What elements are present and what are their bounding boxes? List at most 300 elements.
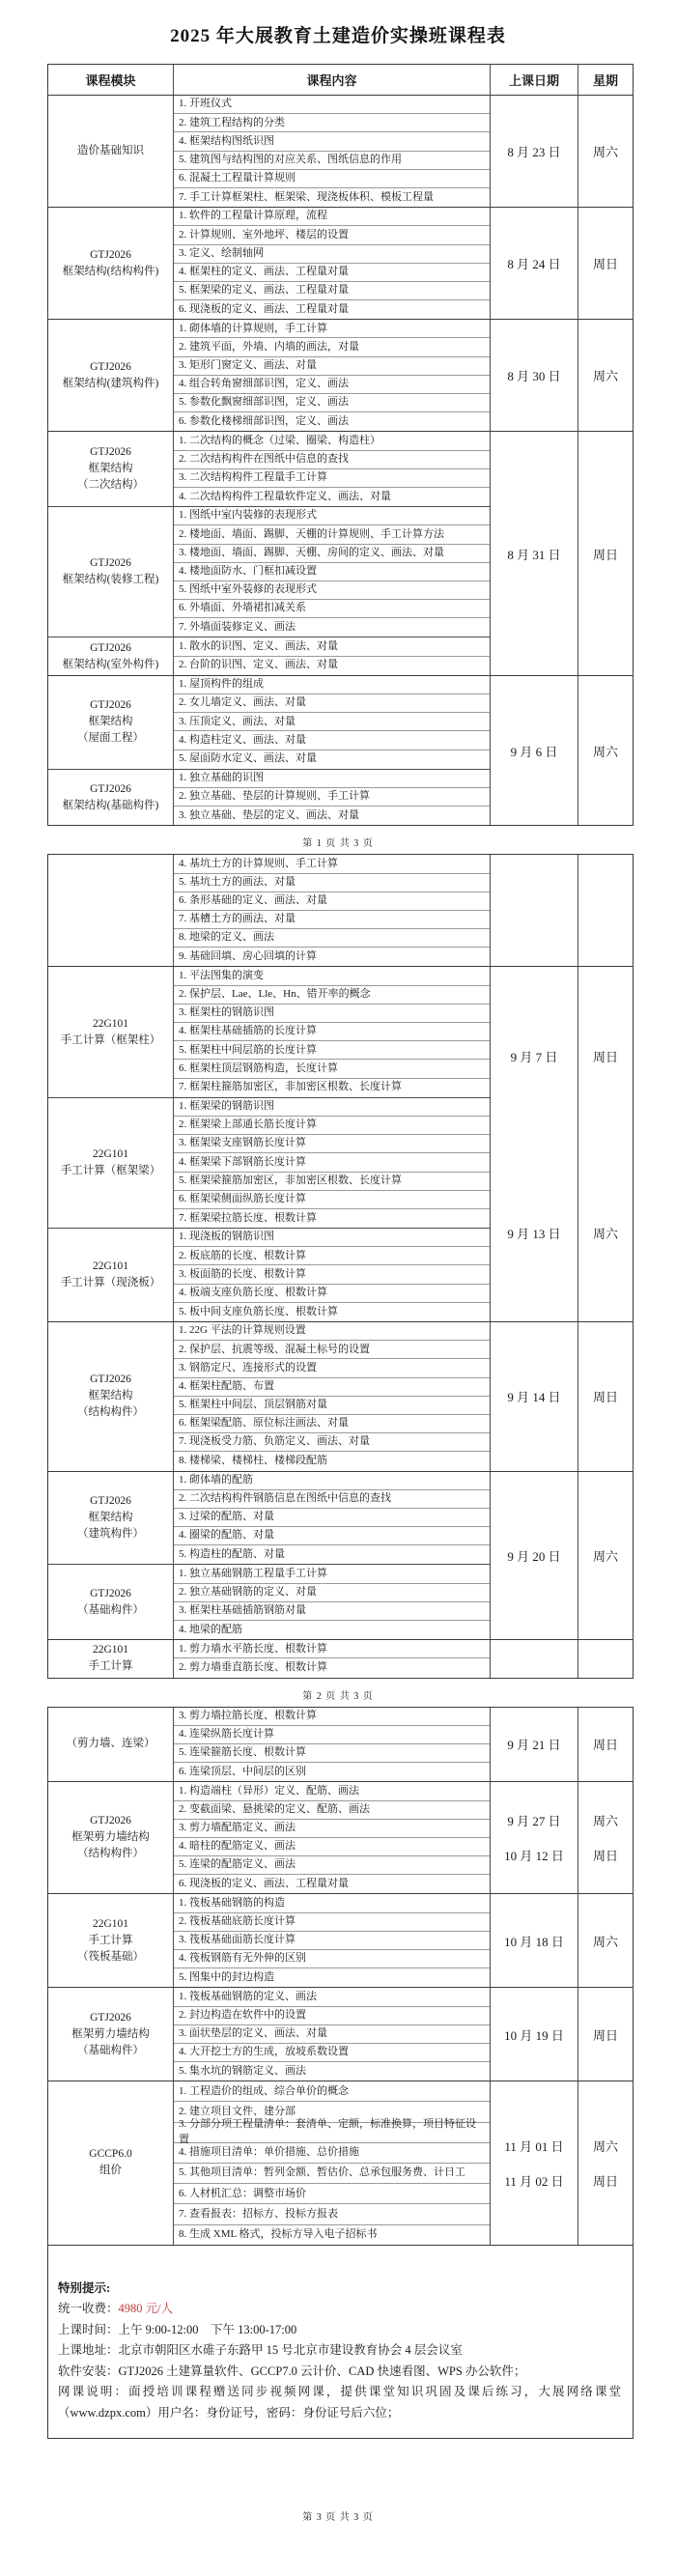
course-item: 2. 框架梁上部通长筋长度计算 [174, 1117, 490, 1135]
module-label: 框架结构(基础构件) [62, 799, 159, 811]
notes-line: 上课地址：北京市朝阳区水碓子东路甲 15 号北京市建设教育协会 4 层会议室 [58, 2343, 463, 2358]
course-item: 2. 女儿墙定义、画法、对量 [174, 694, 490, 713]
course-item: 1. 独立基础钢筋工程量手工计算 [174, 1565, 490, 1583]
module-label: GTJ2026 [90, 2011, 131, 2024]
module-cell [48, 855, 174, 966]
course-items [174, 1988, 490, 2081]
module-label: 框架结构 [88, 1390, 133, 1402]
schedule-band [48, 432, 633, 675]
module-cell [48, 96, 174, 207]
schedule-band [48, 320, 633, 432]
course-item: 5. 屋面防水定义、画法、对量 [179, 752, 317, 765]
course-item: 7. 框架柱箍筋加密区，非加密区根数、长度计算 [179, 1081, 402, 1093]
course-item: 5. 板中间支座负筋长度、根数计算 [179, 1305, 338, 1317]
module-label: （二次结构） [77, 479, 144, 492]
class-weekday: 周六 [592, 1814, 618, 1829]
class-weekday: 周日 [592, 2173, 618, 2189]
course-item: 3. 剪力墙配筋定义、画法 [174, 1820, 490, 1838]
header-cell-week: 星期 [577, 65, 633, 95]
date-cell [490, 1322, 577, 1471]
module-group [48, 1640, 490, 1677]
schedule-band [48, 967, 633, 1322]
week-cell [577, 432, 633, 674]
notes-heading [58, 2279, 621, 2300]
module-cell [48, 1782, 174, 1893]
band-content [48, 855, 490, 966]
course-item: 3. 框架柱基础插筋钢筋对量 [174, 1602, 490, 1621]
course-items [174, 855, 490, 966]
course-items [174, 208, 490, 319]
course-item: 1. 二次结构的概念（过梁、圈梁、构造柱） [174, 432, 490, 450]
course-item: 7. 框架梁拉筋长度、根数计算 [179, 1211, 317, 1224]
course-item: 4. 框架柱配筋、布置 [174, 1378, 490, 1397]
module-label: 手工计算 [88, 1934, 133, 1946]
module-cell [48, 320, 174, 431]
module-label: GTJ2026 [90, 557, 131, 570]
module-label: 框架剪力墙结构 [71, 2027, 150, 2040]
course-item: 2. 变截面梁、悬挑梁的定义、配筋、画法 [174, 1801, 490, 1820]
class-date: 9 月 20 日 [507, 1548, 561, 1564]
header-cell-module: 课程模块 [48, 65, 174, 95]
module-cell [48, 1988, 174, 2081]
class-weekday: 周日 [592, 1049, 618, 1064]
course-item: 7. 查看报表：招标方、投标方报表 [174, 2204, 490, 2224]
page-title: 2025 年大展教育土建造价实操班课程表 [170, 26, 506, 46]
course-item: 4. 圈梁的配筋、对量 [174, 1527, 490, 1545]
schedule-table-page-2 [47, 854, 634, 1678]
class-date: 8 月 24 日 [507, 257, 561, 272]
course-item: 5. 连梁的配筋定义、画法 [174, 1856, 490, 1875]
course-item: 3. 框架梁支座钢筋长度计算 [174, 1135, 490, 1153]
schedule-band [48, 1988, 633, 2081]
module-label: GTJ2026 [90, 782, 131, 795]
course-item: 9. 基础回填、房心回填的计算 [179, 950, 317, 963]
module-cell [48, 1472, 174, 1565]
class-date: 10 月 12 日 [504, 1849, 564, 1864]
course-items [174, 2081, 490, 2244]
module-label: GTJ2026 [90, 360, 131, 373]
module-cell [48, 2081, 174, 2244]
module-cell [48, 967, 174, 1096]
class-date: 8 月 31 日 [507, 547, 561, 562]
course-item: 7. 现浇板受力筋、负筋定义、画法、对量 [174, 1433, 490, 1452]
class-weekday: 周日 [592, 1390, 618, 1405]
module-label: 22G101 [92, 1017, 129, 1030]
course-item: 2. 筏板基础底筋长度计算 [174, 1913, 490, 1932]
module-group [48, 96, 490, 207]
course-item: 1. 剪力墙水平筋长度、根数计算 [174, 1640, 490, 1658]
module-label: 手工计算（现浇板） [60, 1277, 161, 1289]
module-group [48, 676, 490, 770]
course-item: 4. 框架柱基础插筋的长度计算 [174, 1023, 490, 1041]
module-cell [48, 432, 174, 506]
course-item: 3. 过梁的配筋、对量 [174, 1509, 490, 1527]
course-item: 4. 筏板钢筋有无外伸的区别 [174, 1950, 490, 1968]
date-cell [490, 2081, 577, 2244]
fee-line [58, 2299, 621, 2320]
course-item: 6. 框架梁配筋、原位标注画法、对量 [174, 1415, 490, 1433]
module-group [48, 1708, 490, 1782]
band-content [48, 96, 490, 207]
week-cell [577, 320, 633, 431]
module-cell [48, 1098, 174, 1228]
course-item: 3. 筏板基础面筋长度计算 [174, 1932, 490, 1950]
module-label: 框架结构(结构构件) [62, 265, 159, 277]
course-item: 2. 保护层、Lae、Lle、Hn、错开率的概念 [174, 986, 490, 1005]
class-weekday: 周六 [592, 369, 618, 384]
course-item: 3. 二次结构构件工程量手工计算 [174, 469, 490, 488]
module-group [48, 1322, 490, 1471]
course-item: 4. 框架柱的定义、画法、工程量对量 [174, 264, 490, 282]
date-cell [490, 967, 577, 1321]
course-item: 1. 构造端柱（异形）定义、配筋、画法 [174, 1782, 490, 1800]
module-group [48, 507, 490, 637]
module-label: 框架结构(装修工程) [62, 574, 159, 586]
module-cell [48, 1229, 174, 1321]
week-cell [577, 676, 633, 826]
course-item: 4. 框架梁下部钢筋长度计算 [174, 1153, 490, 1172]
module-cell [48, 770, 174, 826]
course-item: 4. 基坑土方的计算规则、手工计算 [174, 855, 490, 873]
class-date: 9 月 27 日 [507, 1814, 561, 1829]
module-label: （剪力墙、连梁） [66, 1738, 155, 1750]
class-weekday: 周六 [592, 1548, 618, 1564]
course-items [174, 96, 490, 207]
date-cell [490, 1782, 577, 1893]
band-content [48, 1322, 490, 1471]
schedule-band [48, 2081, 633, 2245]
week-cell [577, 1322, 633, 1471]
course-item: 2. 独立基础、垫层的计算规则、手工计算 [174, 788, 490, 807]
course-item: 3. 楼地面、墙面、踢脚、天棚、房间的定义、画法、对量 [174, 545, 490, 563]
course-item: 6. 外墙面、外墙裙扣减关系 [174, 600, 490, 618]
course-item: 5. 参数化飘窗细部识图，定义、画法 [174, 394, 490, 412]
module-label: 手工计算（框架梁） [60, 1164, 161, 1176]
course-item: 2. 楼地面、墙面、踢脚、天棚的计算规则、手工计算方法 [174, 525, 490, 544]
course-items [174, 770, 490, 826]
module-label: 框架结构 [88, 1511, 133, 1523]
module-label: 框架结构 [88, 463, 133, 475]
class-weekday: 周六 [592, 1934, 618, 1949]
course-item: 3. 面状垫层的定义、画法、对量 [174, 2025, 490, 2044]
course-item: 3. 板面筋的长度、根数计算 [174, 1265, 490, 1284]
band-content [48, 2081, 490, 2244]
module-cell [48, 1565, 174, 1639]
module-label: （结构构件） [77, 1848, 144, 1860]
notes-line: 网课说明：面授培训课程赠送同步视频网课，提供课堂知识巩固及课后练习，大展网络课堂（www.dzpx.com）用户名：身份证号，密码：身份证号后六位； [58, 2385, 621, 2420]
module-label: 框架剪力墙结构 [71, 1831, 150, 1844]
course-item: 1. 软件的工程量计算原理，流程 [174, 208, 490, 226]
week-cell [577, 1988, 633, 2081]
date-cell [490, 855, 577, 966]
module-group [48, 1472, 490, 1566]
course-item: 8. 楼梯梁、楼梯柱、楼梯段配筋 [179, 1455, 327, 1467]
band-content [48, 432, 490, 674]
course-item: 6. 框架梁侧面纵筋长度计算 [174, 1191, 490, 1209]
module-group [48, 1988, 490, 2081]
course-item: 8. 生成 XML 格式，投标方导入电子招标书 [179, 2227, 378, 2240]
course-items [174, 1098, 490, 1228]
course-item: 3. 独立基础、垫层的定义、画法、对量 [179, 808, 359, 821]
course-item: 3. 框架柱的钢筋识图 [174, 1005, 490, 1023]
course-item: 4. 大开挖土方的生成，放坡系数设置 [174, 2044, 490, 2062]
module-label: 框架结构(建筑构件) [62, 377, 159, 389]
module-label: 22G101 [92, 1147, 129, 1160]
module-group [48, 320, 490, 431]
course-item: 4. 框架结构图纸识图 [174, 132, 490, 151]
schedule-band [48, 1782, 633, 1894]
module-label: GTJ2026 [90, 446, 131, 459]
notes-line: 上课时间：上午 9:00-12:00 下午 13:00-17:00 [58, 2322, 297, 2336]
fee-value: 4980 元/人 [118, 2302, 174, 2316]
schedule-band [48, 676, 633, 826]
band-content [48, 1708, 490, 1782]
course-item: 5. 框架柱中间层、顶层钢筋对量 [174, 1397, 490, 1415]
course-item: 5. 连梁箍筋长度、根数计算 [174, 1744, 490, 1763]
course-item: 2. 台阶的识图、定义、画法、对量 [179, 659, 338, 671]
module-cell [48, 637, 174, 674]
module-label: 组价 [99, 2165, 122, 2177]
page-footer: 第 1 页 共 3 页 [302, 838, 374, 850]
course-item: 4. 地梁的配筋 [179, 1623, 242, 1635]
date-cell [490, 432, 577, 674]
course-items [174, 1894, 490, 1987]
course-items [174, 1229, 490, 1321]
course-item: 2. 板底筋的长度、根数计算 [174, 1247, 490, 1265]
course-item: 1. 图纸中室内装修的表现形式 [174, 507, 490, 525]
course-item: 2. 建立项目文件、建分部 [174, 2102, 490, 2122]
course-item: 2. 封边构造在软件中的设置 [174, 2007, 490, 2025]
week-cell [577, 855, 633, 966]
date-cell [490, 320, 577, 431]
module-label: GTJ2026 [90, 1815, 131, 1827]
class-weekday: 周日 [592, 257, 618, 272]
module-cell [48, 1640, 174, 1677]
week-cell [577, 2081, 633, 2244]
course-item: 3. 压顶定义、画法、对量 [174, 713, 490, 731]
module-label: GTJ2026 [90, 248, 131, 261]
course-item: 3. 矩形门窗定义、画法、对量 [174, 357, 490, 376]
module-label: （筏板基础） [77, 1950, 144, 1963]
class-weekday: 周六 [592, 1226, 618, 1241]
module-group [48, 770, 490, 826]
schedule-band [48, 96, 633, 208]
date-cell [490, 1640, 577, 1677]
class-date: 8 月 23 日 [507, 145, 561, 160]
schedule-tables [0, 64, 676, 2523]
course-item: 7. 基槽土方的画法、对量 [174, 911, 490, 929]
course-item: 3. 钢筋定尺、连接形式的设置 [174, 1359, 490, 1377]
schedule-table-page-1 [47, 64, 634, 826]
module-label: 22G101 [92, 1260, 129, 1273]
module-cell [48, 1322, 174, 1471]
course-item: 1. 22G 平法的计算规则设置 [174, 1322, 490, 1341]
module-group [48, 855, 490, 966]
schedule-band [48, 1708, 633, 1783]
module-label: GTJ2026 [90, 1587, 131, 1599]
course-item: 6. 人材机汇总：调整市场价 [174, 2184, 490, 2204]
date-cell [490, 676, 577, 826]
week-cell [577, 1640, 633, 1677]
module-cell [48, 676, 174, 769]
module-label: GCCP6.0 [89, 2148, 132, 2161]
class-date: 11 月 02 日 [504, 2173, 564, 2189]
course-item: 5. 框架梁的定义、画法、工程量对量 [174, 282, 490, 300]
course-item: 2. 剪力墙垂直筋长度、根数计算 [179, 1661, 327, 1674]
schedule-table-page-3 [47, 1707, 634, 2439]
schedule-band [48, 855, 633, 967]
course-items [174, 1472, 490, 1565]
course-item: 5. 图纸中室外装修的表现形式 [174, 581, 490, 600]
course-item: 7. 外墙面装修定义、画法 [179, 621, 296, 634]
course-item: 2. 独立基础钢筋的定义、对量 [174, 1584, 490, 1602]
course-items [174, 676, 490, 769]
course-item: 1. 框架梁的钢筋识图 [174, 1098, 490, 1117]
notes-line: 软件安装：GTJ2026 土建算量软件、GCCP7.0 云计价、CAD 快速看图、WPS 办公软件； [58, 2364, 526, 2378]
module-label: GTJ2026 [90, 699, 131, 712]
course-item: 4. 二次结构构件工程量软件定义、画法、对量 [179, 490, 391, 502]
course-items [174, 320, 490, 431]
class-date: 10 月 18 日 [504, 1934, 564, 1949]
course-item: 8. 地梁的定义、画法 [174, 929, 490, 948]
course-item: 1. 筏板基础钢筋的构造 [174, 1894, 490, 1912]
course-item: 4. 楼地面防水、门框扣减设置 [174, 563, 490, 581]
header-cell-content: 课程内容 [306, 73, 357, 88]
notes-section [48, 2246, 633, 2438]
module-group [48, 967, 490, 1097]
course-items [174, 637, 490, 674]
course-item: 4. 措施项目清单：单价措施、总价措施 [174, 2143, 490, 2164]
course-item: 1. 砌体墙的配筋 [174, 1472, 490, 1490]
class-date: 10 月 19 日 [504, 2027, 564, 2043]
class-weekday: 周日 [592, 2027, 618, 2043]
module-cell [48, 1708, 174, 1782]
module-label: GTJ2026 [90, 1373, 131, 1386]
course-item: 5. 框架梁箍筋加密区，非加密区根数、长度计算 [174, 1173, 490, 1191]
class-date: 9 月 21 日 [507, 1738, 561, 1753]
class-weekday: 周日 [592, 547, 618, 562]
course-item: 6. 条形基础的定义、画法、对量 [174, 892, 490, 911]
course-item: 3. 剪力墙拉筋长度、根数计算 [174, 1708, 490, 1726]
course-items [174, 507, 490, 637]
band-content [48, 676, 490, 826]
module-group [48, 208, 490, 319]
date-cell [490, 1708, 577, 1782]
band-content [48, 967, 490, 1321]
document-page [0, 21, 676, 2523]
course-item: 5. 基坑土方的画法、对量 [174, 874, 490, 892]
course-item: 1. 独立基础的识图 [174, 770, 490, 788]
course-item: 1. 砌体墙的计算规则，手工计算 [174, 320, 490, 338]
module-group [48, 1565, 490, 1639]
course-item: 1. 屋顶构件的组成 [174, 676, 490, 694]
course-item: 2. 建筑工程结构的分类 [174, 114, 490, 132]
class-date: 9 月 6 日 [510, 744, 558, 759]
class-date: 9 月 7 日 [510, 1049, 558, 1064]
course-item: 6. 框架柱顶层钢筋构造，长度计算 [174, 1060, 490, 1078]
band-content [48, 1640, 490, 1677]
date-cell [490, 208, 577, 319]
course-item: 2. 二次结构构件钢筋信息在图纸中信息的查找 [174, 1490, 490, 1509]
course-item: 4. 连梁纵筋长度计算 [174, 1726, 490, 1744]
schedule-band [48, 1472, 633, 1641]
class-date: 9 月 14 日 [507, 1390, 561, 1405]
table-header-row [48, 65, 633, 96]
course-item: 6. 参数化楼梯细部识图，定义、画法 [179, 415, 349, 428]
course-items [174, 1640, 490, 1677]
class-weekday: 周六 [592, 145, 618, 160]
class-date: 11 月 01 日 [504, 2138, 564, 2154]
course-item: 1. 工程造价的组成、综合单价的概念 [174, 2081, 490, 2102]
date-cell [490, 1988, 577, 2081]
band-content [48, 1472, 490, 1640]
schedule-band [48, 1894, 633, 1988]
course-item: 1. 筏板基础钢筋的定义、画法 [174, 1988, 490, 2006]
course-item: 5. 图集中的封边构造 [179, 1971, 274, 1984]
fee-label: 统一收费： [58, 2302, 119, 2316]
course-items [174, 1782, 490, 1893]
course-item: 6. 混凝土工程量计算规则 [174, 170, 490, 188]
course-item: 5. 构造柱的配筋、对量 [179, 1548, 285, 1561]
course-item: 2. 保护层、抗震等级、混凝土标号的设置 [174, 1341, 490, 1359]
course-item: 1. 散水的识图、定义、画法、对量 [174, 637, 490, 656]
week-cell [577, 1782, 633, 1893]
course-item: 2. 建筑平面，外墙、内墙的画法，对量 [174, 338, 490, 356]
course-items [174, 967, 490, 1096]
course-item: 6. 现浇板的定义、画法、工程量对量 [179, 302, 349, 315]
date-cell [490, 1894, 577, 1987]
week-cell [577, 208, 633, 319]
course-item: 5. 框架柱中间层筋的长度计算 [174, 1041, 490, 1060]
module-label: 框架结构 [88, 716, 133, 728]
band-content [48, 1782, 490, 1893]
class-weekday: 周六 [592, 744, 618, 759]
schedule-band [48, 208, 633, 320]
class-weekday: 周日 [592, 1849, 618, 1864]
course-item: 4. 板端支座负筋长度、根数计算 [174, 1285, 490, 1303]
band-content [48, 320, 490, 431]
band-content [48, 1988, 490, 2081]
module-group [48, 2081, 490, 2244]
course-item: 5. 建筑图与结构图的对应关系、图纸信息的作用 [174, 152, 490, 170]
header-cell-date: 上课日期 [490, 65, 577, 95]
course-items [174, 1708, 490, 1782]
module-cell [48, 208, 174, 319]
class-weekday: 周六 [592, 2138, 618, 2154]
notes-heading-text: 特别提示: [58, 2280, 111, 2295]
module-label: （建筑构件） [77, 1527, 144, 1540]
week-cell [577, 1894, 633, 1987]
module-label: 22G101 [92, 1917, 129, 1930]
schedule-band [48, 1322, 633, 1472]
module-cell [48, 1894, 174, 1987]
course-item: 2. 计算规则、室外地坪、楼层的设置 [174, 226, 490, 244]
course-item: 7. 手工计算框架柱、框架梁、现浇板体积、模板工程量 [179, 190, 434, 203]
module-group [48, 1098, 490, 1229]
module-label: 手工计算（框架柱） [60, 1033, 161, 1046]
course-item: 6. 连梁顶层、中间层的区别 [179, 1765, 306, 1777]
module-label: （结构构件） [77, 1406, 144, 1419]
module-label: GTJ2026 [90, 641, 131, 654]
module-group [48, 432, 490, 507]
class-date: 8 月 30 日 [507, 369, 561, 384]
module-group [48, 637, 490, 674]
course-item: 4. 组合转角窗细部识图，定义、画法 [174, 376, 490, 394]
course-item: 1. 平法图集的演变 [174, 967, 490, 985]
module-label: （屋面工程） [77, 732, 144, 745]
module-label: 框架结构(室外构件) [62, 658, 159, 670]
module-label: （基础构件） [77, 1603, 144, 1616]
